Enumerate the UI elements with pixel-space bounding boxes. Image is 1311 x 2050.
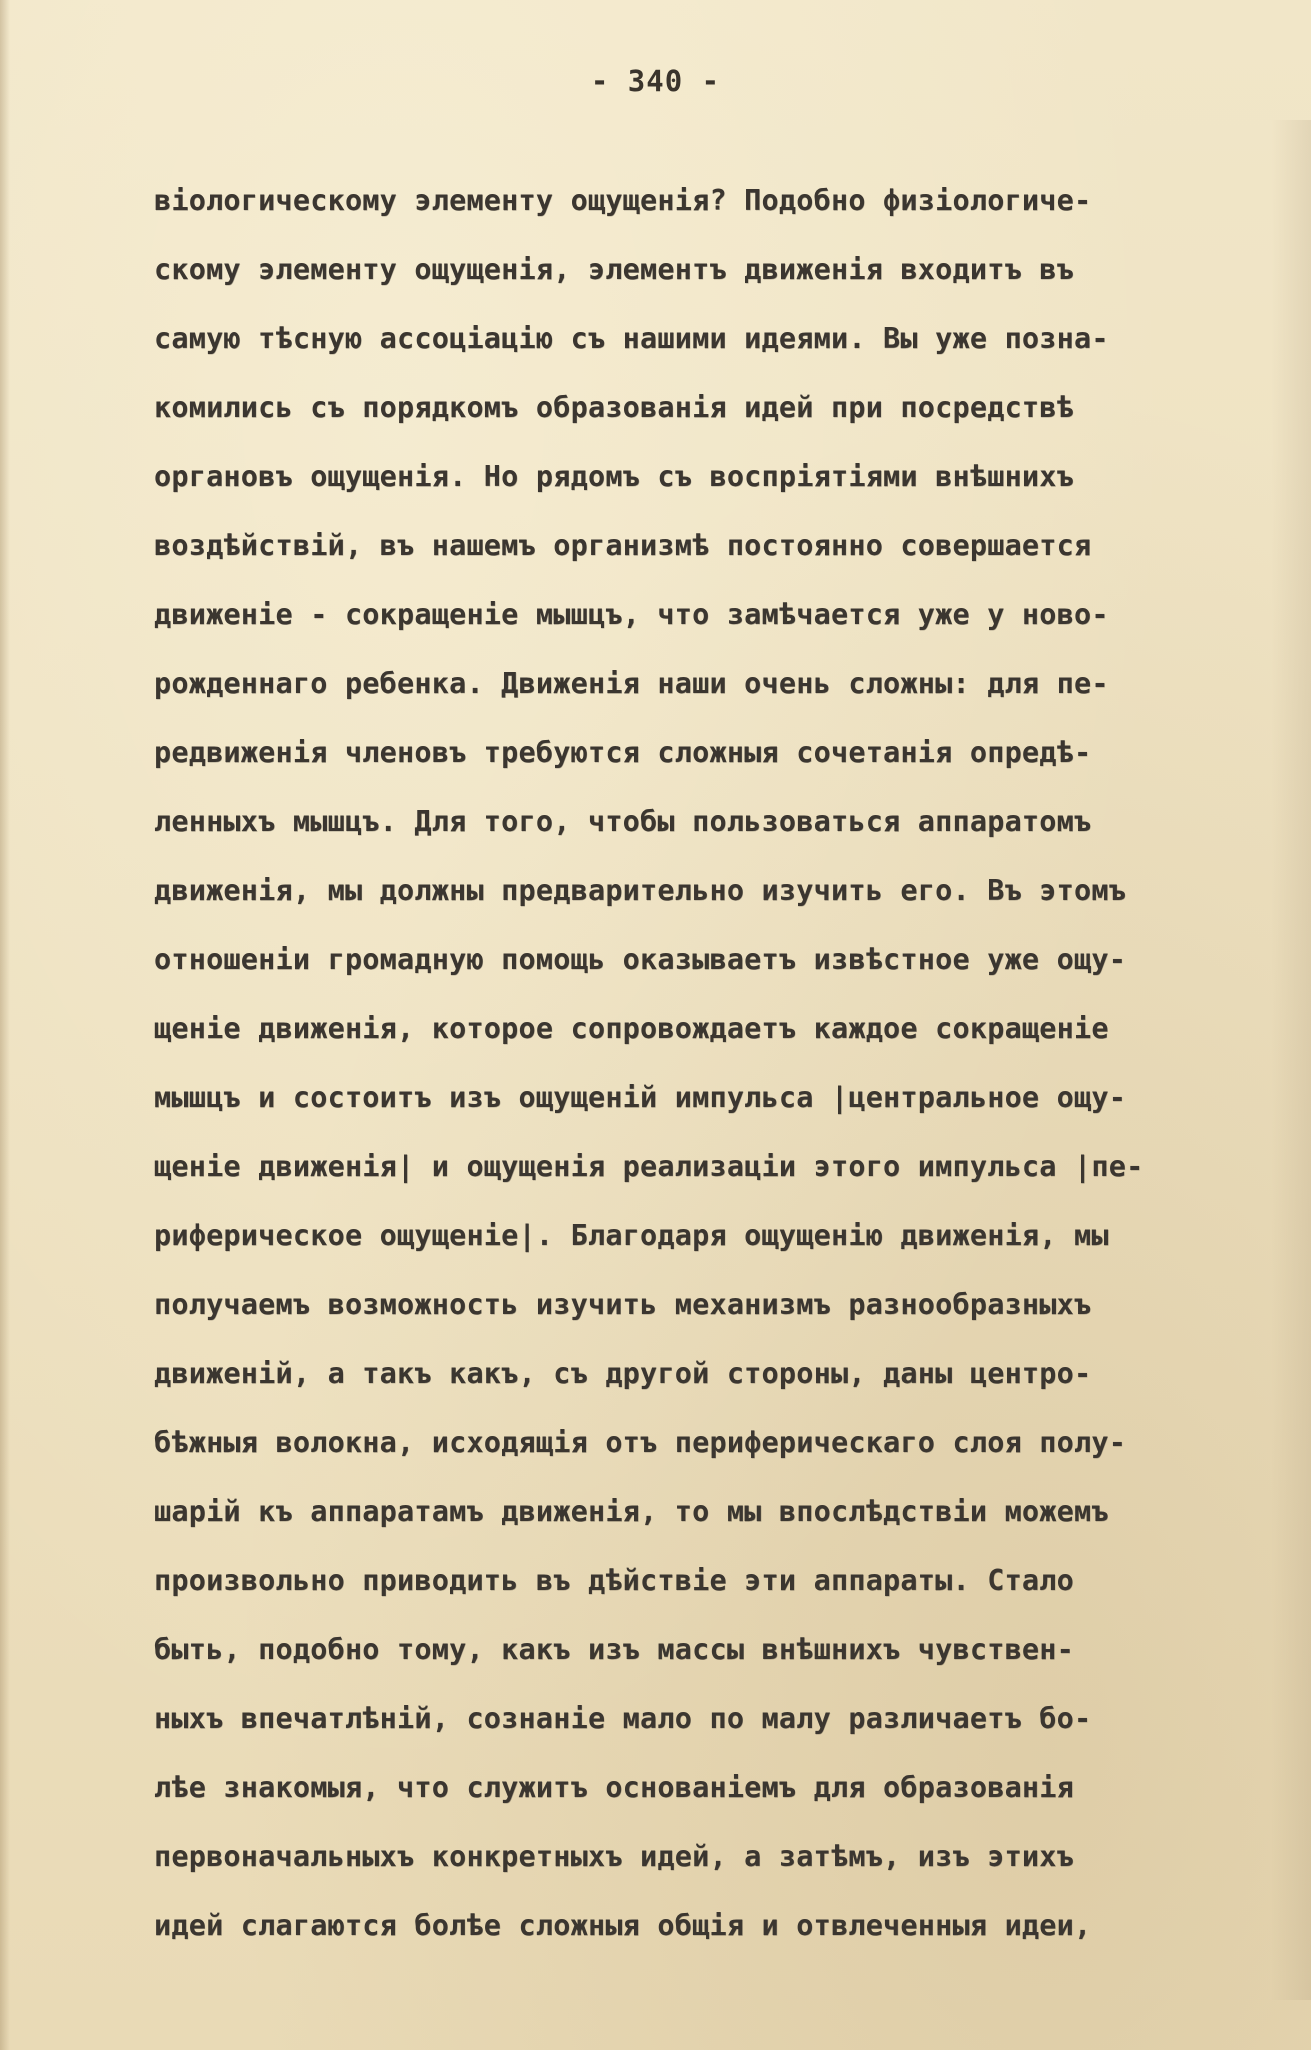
text-line: отношеніи громадную помощь оказываетъ извѣстное уже ощу- <box>154 943 1127 976</box>
text-line: движенія, мы должны предварительно изучить его. Въ этомъ <box>154 874 1127 907</box>
text-line: бѣжныя волокна, исходящія отъ периферическаго слоя полу- <box>154 1426 1127 1459</box>
text-line: быть, подобно тому, какъ изъ массы внѣшнихъ чувствен- <box>154 1633 1074 1666</box>
text-line: ныхъ впечатлѣній, сознаніе мало по малу различаетъ бо- <box>154 1702 1092 1735</box>
page-left-shadow <box>0 0 10 2050</box>
text-line: рожденнаго ребенка. Движенія наши очень сложны: для пе- <box>154 667 1109 700</box>
text-line: идей слагаются болѣе сложныя общія и отвлеченныя идеи, <box>154 1909 1092 1942</box>
text-line: воздѣйствій, въ нашемъ организмѣ постоянно совершается <box>154 529 1092 562</box>
body-text <box>154 166 1294 1960</box>
text-line: движеніе - сокращеніе мышцъ, что замѣчается уже у ново- <box>154 598 1109 631</box>
text-line: мышцъ и состоитъ изъ ощущеній импульса |центральное ощу- <box>154 1081 1127 1114</box>
text-line: лѣе знакомыя, что служитъ основаніемъ для образованія <box>154 1771 1074 1804</box>
text-line: шарій къ аппаратамъ движенія, то мы впослѣдствіи можемъ <box>154 1495 1109 1528</box>
text-line: движеній, а такъ какъ, съ другой стороны, даны центро- <box>154 1357 1092 1390</box>
text-line: віологическому элементу ощущенія? Подобно физіологиче- <box>154 184 1092 217</box>
text-line: риферическое ощущеніе|. Благодаря ощущенію движенія, мы <box>154 1219 1109 1252</box>
text-line: щеніе движенія, которое сопровождаетъ каждое сокращеніе <box>154 1012 1109 1045</box>
text-line: первоначальныхъ конкретныхъ идей, а затѣмъ, изъ этихъ <box>154 1840 1074 1873</box>
text-line: комились съ порядкомъ образованія идей при посредствѣ <box>154 391 1074 424</box>
text-line: органовъ ощущенія. Но рядомъ съ воспріятіями внѣшнихъ <box>154 460 1074 493</box>
text-line: произвольно приводить въ дѣйствіе эти аппараты. Стало <box>154 1564 1074 1597</box>
text-line: редвиженія членовъ требуются сложныя сочетанія опредѣ- <box>154 736 1092 769</box>
text-line: скому элементу ощущенія, элементъ движенія входитъ въ <box>154 253 1074 286</box>
text-line: получаемъ возможность изучить механизмъ разнообразныхъ <box>154 1288 1092 1321</box>
page-number: - 340 - <box>590 64 721 98</box>
text-line: ленныхъ мышцъ. Для того, чтобы пользоваться аппаратомъ <box>154 805 1092 838</box>
text-line: щеніе движенія| и ощущенія реализаціи этого импульса |пе- <box>154 1150 1144 1183</box>
text-line: самую тѣсную ассоціацію съ нашими идеями. Вы уже позна- <box>154 322 1109 355</box>
